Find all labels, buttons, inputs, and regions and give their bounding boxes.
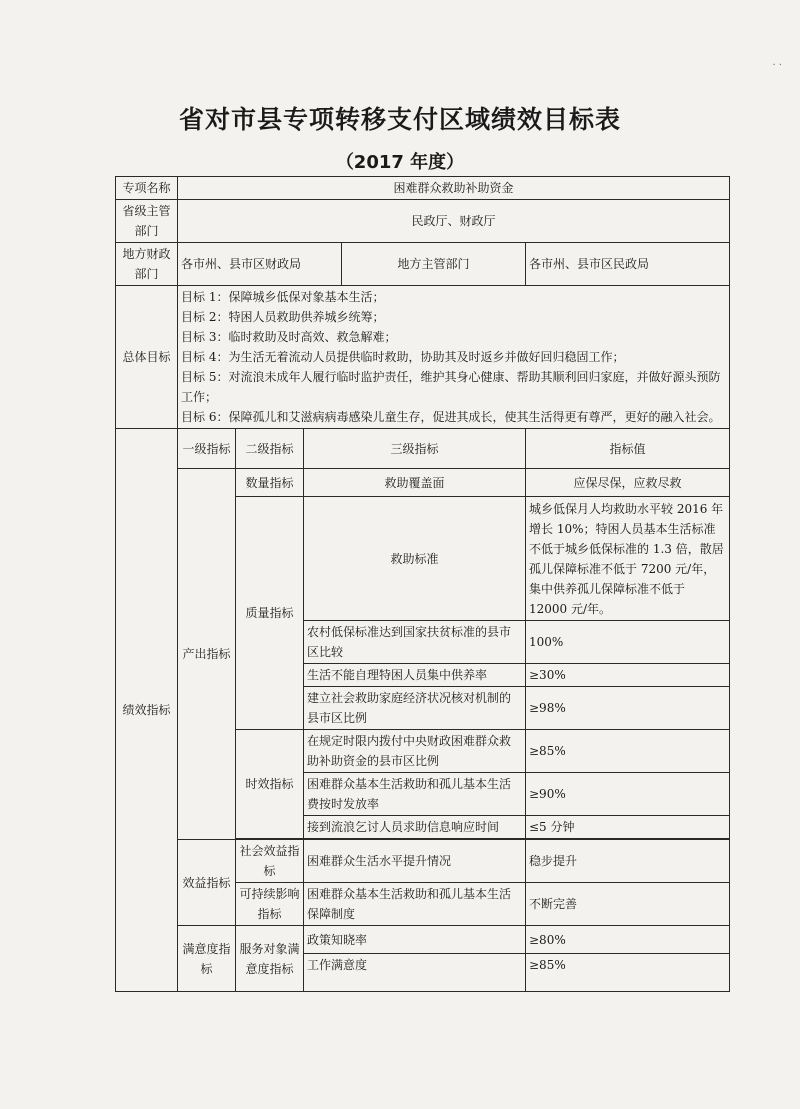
goal-2: 目标 2：特困人员救助供养城乡统筹； [181,310,385,324]
document-title: 省对市县专项转移支付区域绩效目标表 [178,105,621,134]
verify-value: ≥98% [526,687,730,730]
work-value: ≥85% [526,954,730,992]
goal-1: 目标 1：保障城乡低保对象基本生活； [181,290,385,304]
verify-name: 建立社会救助家庭经济状况核对机制的县市区比例 [304,687,526,730]
allocate-name: 在规定时限内拨付中央财政困难群众救助补助资金的县市区比例 [304,730,526,773]
project-name-label: 专项名称 [116,177,178,200]
local-fin-value: 各市州、县市区财政局 [178,243,342,286]
h-value: 指标值 [526,429,730,469]
overall-goals [178,286,730,429]
benefit-label: 效益指标 [178,840,236,926]
local-dept-label: 地方主管部门 [342,243,526,286]
local-fin-label: 地方财政部门 [116,243,178,286]
performance-table [115,176,730,992]
concentrated-name: 生活不能自理特困人员集中供养率 [304,664,526,687]
row-prov-dept [116,200,730,243]
coverage-name: 救助覆盖面 [304,469,526,497]
standard-name: 救助标准 [304,497,526,621]
prov-dept-value: 民政厅、财政厅 [178,200,730,243]
awareness-name: 政策知晓率 [304,926,526,954]
rural-value: 100% [526,621,730,664]
row-living [116,840,730,883]
corner-mark: · · [772,60,782,71]
coverage-value: 应保尽保，应救尽救 [526,469,730,497]
concentrated-value: ≥30% [526,664,730,687]
quantity-label: 数量指标 [236,469,304,497]
row-overall [116,286,730,429]
perf-label: 绩效指标 [116,429,178,992]
row-awareness [116,926,730,954]
row-coverage [116,469,730,497]
quality-label: 质量指标 [236,497,304,730]
ontime-value: ≥90% [526,773,730,816]
standard-value: 城乡低保月人均救助水平较 2016 年增长 10%；特困人员基本生活标准不低于城乡低保标准的 1.3 倍，散居孤儿保障标准不低于 7200 元/年，集中供养孤儿保障标准不低于 12000 元/年。 [526,497,730,621]
satisfy-label: 满意度指标 [178,926,236,992]
document-year: （2017 年度） [335,152,465,173]
sustain-label: 可持续影响指标 [236,883,304,926]
ontime-name: 困难群众基本生活救助和孤儿基本生活费按时发放率 [304,773,526,816]
living-name: 困难群众生活水平提升情况 [304,840,526,883]
system-value: 不断完善 [526,883,730,926]
h-level2: 二级指标 [236,429,304,469]
h-level1: 一级指标 [178,429,236,469]
output-label: 产出指标 [178,469,236,840]
work-name: 工作满意度 [304,954,526,992]
goal-6: 目标 6：保障孤儿和艾滋病病毒感染儿童生存，促进其成长，使其生活得更有尊严，更好的融入社会。 [181,410,721,424]
prov-dept-label: 省级主管部门 [116,200,178,243]
response-name: 接到流浪乞讨人员求助信息响应时间 [304,816,526,839]
allocate-value: ≥85% [526,730,730,773]
project-name-value: 困难群众救助补助资金 [178,177,730,200]
h-level3: 三级指标 [304,429,526,469]
response-value: ≤5 分钟 [526,816,730,839]
goal-3: 目标 3：临时救助及时高效、救急解难； [181,330,397,344]
row-project-name [116,177,730,200]
social-label: 社会效益指标 [236,840,304,883]
system-name: 困难群众基本生活救助和孤儿基本生活保障制度 [304,883,526,926]
rural-name: 农村低保标准达到国家扶贫标准的县市区比较 [304,621,526,664]
awareness-value: ≥80% [526,926,730,954]
row-perf-header [116,429,730,469]
goal-5: 目标 5：对流浪未成年人履行临时监护责任，维护其身心健康、帮助其顺利回归家庭，并做好源头预防工作； [181,370,721,404]
living-value: 稳步提升 [526,840,730,883]
service-label: 服务对象满意度指标 [236,926,304,992]
local-dept-value: 各市州、县市区民政局 [526,243,730,286]
goal-4: 目标 4：为生活无着流动人员提供临时救助，协助其及时返乡并做好回归稳固工作； [181,350,625,364]
timely-label: 时效指标 [236,730,304,839]
overall-label: 总体目标 [116,286,178,429]
row-local [116,243,730,286]
